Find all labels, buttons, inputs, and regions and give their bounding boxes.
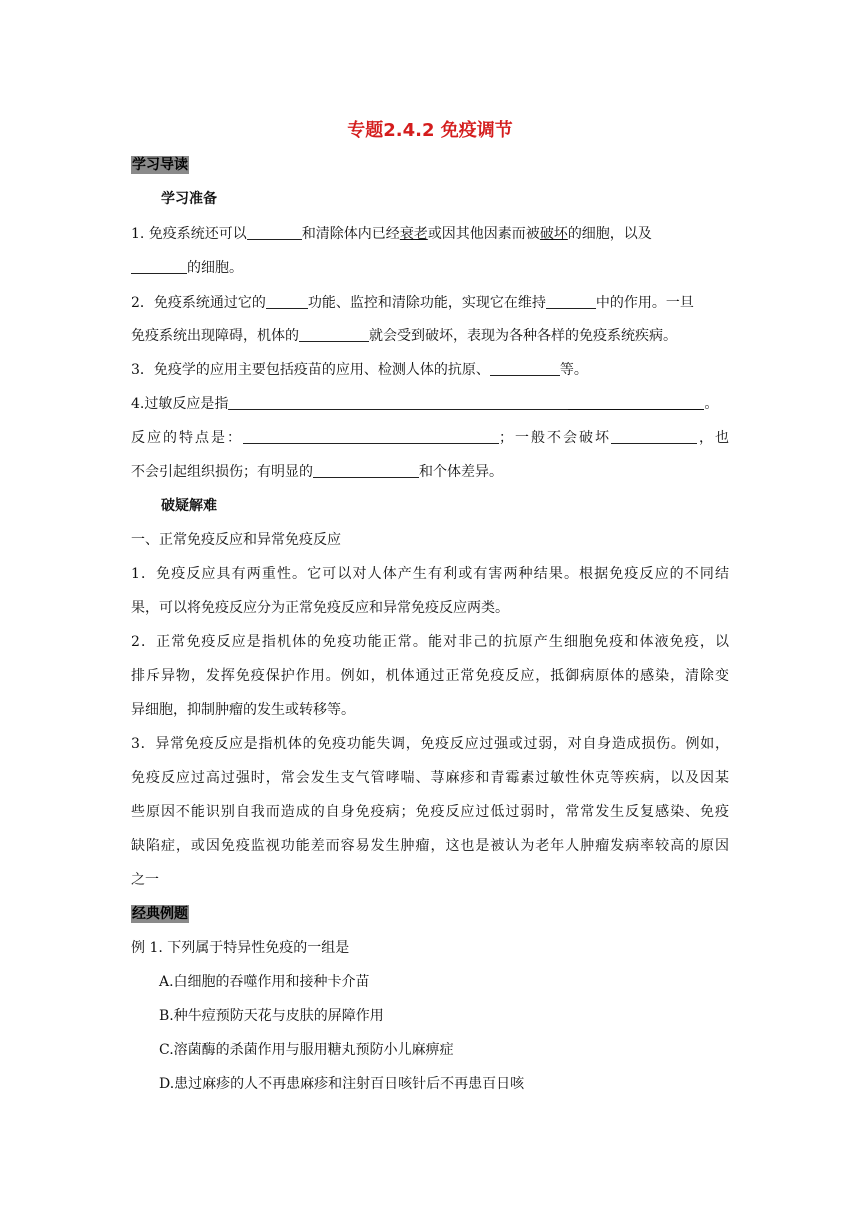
paragraph-3-line-4: 缺陷症，或因免疫监视功能差而容易发生肿瘤，这也是被认为老年人肿瘤发病率较高的原因 (131, 838, 729, 854)
fill-blank[interactable] (490, 361, 560, 376)
paragraph-1-line-1: 1．免疫反应具有两重性。它可以对人体产生有利或有害两种结果。根据免疫反应的不同结 (131, 566, 729, 582)
prep-question-4-line-3 (131, 462, 503, 482)
fill-blank[interactable] (299, 327, 369, 342)
text: 等。 (559, 362, 588, 378)
text: ，也 (697, 430, 729, 446)
example-1-option-a[interactable]: A.白细胞的吞噬作用和接种卡介苗 (159, 974, 370, 990)
prep-question-1-line-2 (131, 258, 243, 278)
subheading-difficulty: 破疑解难 (161, 498, 217, 514)
text: 3．免疫学的应用主要包括疫苗的应用、检测人体的抗原、 (131, 362, 490, 378)
prep-question-4-line-1 (131, 394, 718, 414)
text: 功能、监控和清除功能，实现它在维持 (307, 295, 546, 311)
prep-question-2-line-2 (131, 326, 677, 346)
paragraph-3-line-5: 之一 (131, 872, 159, 888)
fill-blank[interactable] (546, 294, 596, 309)
paragraph-3-line-3: 些原因不能识别自我而造成的自身免疫病；免疫反应过低过弱时，常常发生反复感染、免疫 (131, 804, 729, 820)
fill-blank[interactable] (611, 429, 697, 444)
prep-question-2-line-1 (131, 293, 694, 313)
example-1-option-c[interactable]: C.溶菌酶的杀菌作用与服用糖丸预防小儿麻痹症 (159, 1042, 454, 1058)
text: 反应的特点是： (131, 430, 243, 446)
paragraph-1-line-2: 果，可以将免疫反应分为正常免疫反应和异常免疫反应两类。 (131, 600, 509, 616)
paragraph-2-line-2: 排斥异物，发挥免疫保护作用。例如，机体通过正常免疫反应，抵御病原体的感染，清除变 (131, 668, 729, 684)
text: 和清除体内已经 (301, 226, 400, 242)
text: 不会引起组织损伤；有明显的 (131, 464, 313, 480)
section-label-examples: 经典例题 (132, 906, 188, 922)
difficulty-heading: 一、正常免疫反应和异常免疫反应 (131, 532, 341, 548)
paragraph-3-line-2: 免疫反应过高过强时，常会发生支气管哮喘、荨麻疹和青霉素过敏性休克等疾病，以及因某 (131, 770, 729, 786)
text: 中的作用。一旦 (595, 295, 694, 311)
text: 2．免疫系统通过它的 (131, 295, 266, 311)
text: 或因其他因素而被 (427, 226, 540, 242)
prep-question-1-line-1 (131, 224, 652, 244)
fill-blank[interactable] (243, 429, 499, 444)
fill-blank[interactable] (228, 395, 568, 410)
fill-blank[interactable] (313, 463, 419, 478)
example-1-option-d[interactable]: D.患过麻疹的人不再患麻疹和注射百日咳针后不再患百日咳 (159, 1076, 525, 1092)
text: 1. 免疫系统还可以 (131, 226, 247, 242)
section-heading-guide (131, 155, 189, 175)
subheading-prep: 学习准备 (161, 191, 217, 207)
text: 免疫系统出现障碍，机体的 (131, 328, 299, 344)
example-1-question: 例 1. 下列属于特异性免疫的一组是 (131, 940, 350, 956)
fill-blank[interactable] (131, 259, 187, 274)
text: 4.过敏反应是指 (131, 396, 229, 412)
example-1-option-b[interactable]: B.种牛痘预防天花与皮肤的屏障作用 (159, 1008, 384, 1024)
section-label-guide: 学习导读 (132, 157, 188, 173)
prep-question-4-line-2 (131, 428, 729, 448)
text: 。 (704, 396, 719, 412)
paragraph-3-line-1: 3．异常免疫反应是指机体的免疫功能失调，免疫反应过强或过弱，对自身造成损伤。例如， (131, 736, 729, 752)
section-heading-examples (131, 904, 189, 924)
page-title: 专题2.4.2 免疫调节 (347, 120, 513, 141)
fill-blank[interactable] (247, 225, 302, 240)
paragraph-2-line-3: 异细胞，抑制肿瘤的发生或转移等。 (131, 702, 355, 718)
text: ；一般不会破坏 (499, 430, 611, 446)
fill-blank[interactable] (568, 395, 704, 410)
prep-question-3 (131, 360, 588, 380)
underlined-text: 衰老 (399, 226, 428, 242)
text: 的细胞，以及 (567, 226, 652, 242)
text: 的细胞。 (187, 260, 243, 276)
text: 就会受到破坏，表现为各种各样的免疫系统疾病。 (369, 328, 677, 344)
fill-blank[interactable] (266, 294, 308, 309)
paragraph-2-line-1: 2．正常免疫反应是指机体的免疫功能正常。能对非己的抗原产生细胞免疫和体液免疫，以 (131, 634, 729, 650)
text: 和个体差异。 (419, 464, 503, 480)
underlined-text: 破坏 (539, 226, 568, 242)
